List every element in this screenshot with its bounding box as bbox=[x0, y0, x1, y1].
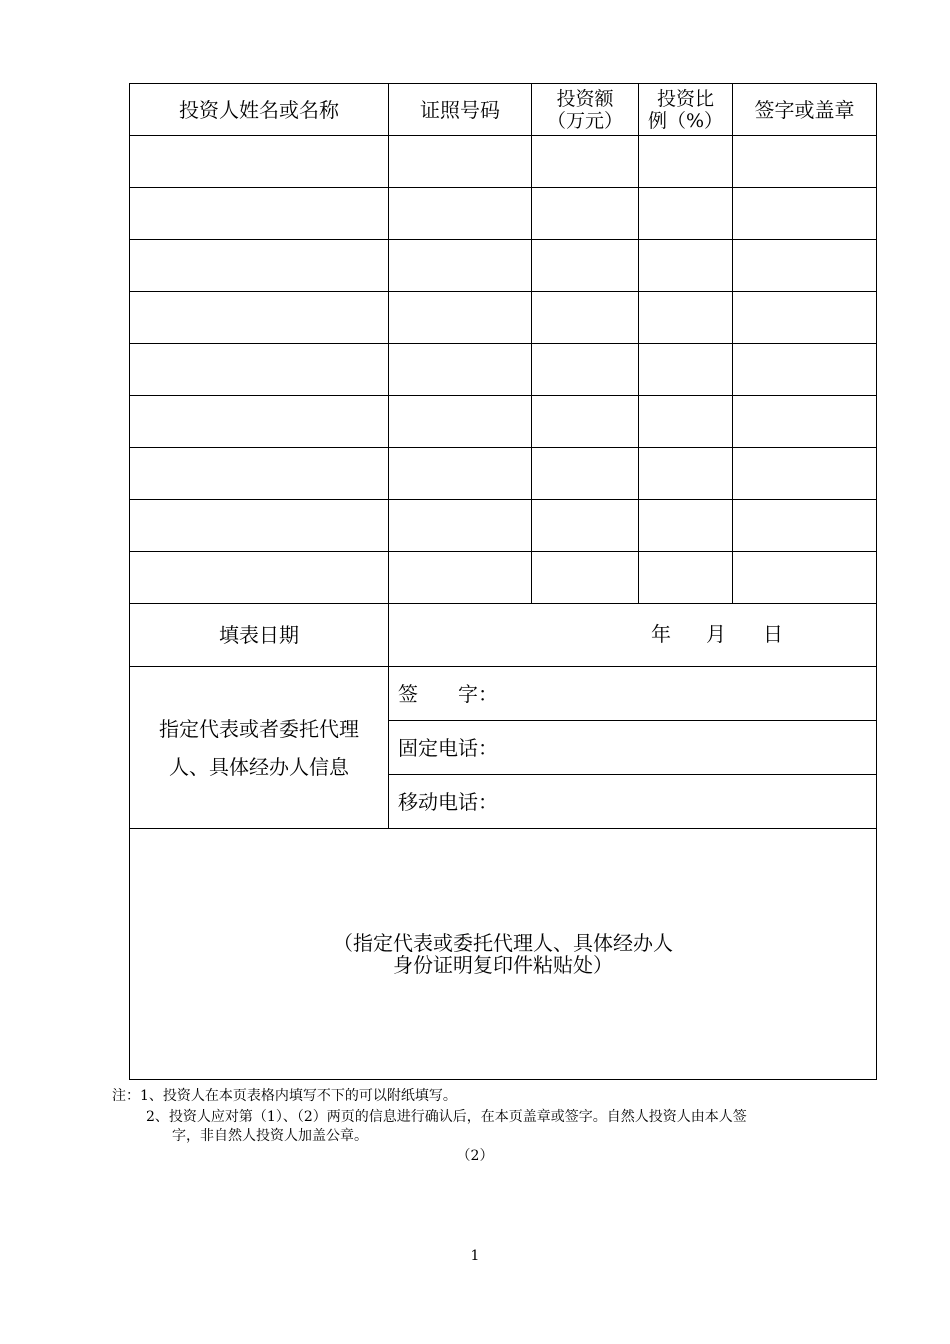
cell-amount[interactable] bbox=[532, 344, 639, 396]
cell-sign[interactable] bbox=[733, 344, 877, 396]
date-month-label: 月 bbox=[706, 622, 726, 646]
cell-amount[interactable] bbox=[532, 292, 639, 344]
cell-ratio[interactable] bbox=[639, 240, 733, 292]
cell-license[interactable] bbox=[389, 396, 532, 448]
fill-date-row bbox=[130, 604, 877, 667]
cell-name[interactable] bbox=[130, 240, 389, 292]
id-copy-paste-row bbox=[130, 829, 877, 1080]
cell-amount[interactable] bbox=[532, 188, 639, 240]
table-row bbox=[130, 136, 877, 188]
signature-field[interactable] bbox=[389, 667, 877, 721]
header-amount-line1: 投资额 bbox=[556, 87, 614, 110]
cell-sign[interactable] bbox=[733, 500, 877, 552]
table-row bbox=[130, 240, 877, 292]
cell-amount[interactable] bbox=[532, 240, 639, 292]
cell-license[interactable] bbox=[389, 240, 532, 292]
signature-row bbox=[130, 667, 877, 721]
header-ratio-line1: 投资比 bbox=[656, 87, 714, 110]
fill-date-label: 填表日期 bbox=[130, 604, 389, 667]
agent-info-label bbox=[130, 667, 389, 829]
cell-license[interactable] bbox=[389, 136, 532, 188]
date-day-label: 日 bbox=[763, 622, 783, 646]
cell-license[interactable] bbox=[389, 448, 532, 500]
cell-name[interactable] bbox=[130, 500, 389, 552]
header-investor-name: 投资人姓名或名称 bbox=[130, 84, 389, 136]
cell-sign[interactable] bbox=[733, 240, 877, 292]
cell-name[interactable] bbox=[130, 448, 389, 500]
cell-amount[interactable] bbox=[532, 396, 639, 448]
page-number: 1 bbox=[470, 1248, 480, 1264]
table-row bbox=[130, 292, 877, 344]
table-row bbox=[130, 188, 877, 240]
table-row bbox=[130, 448, 877, 500]
agent-label-line1: 指定代表或者委托代理 bbox=[159, 716, 359, 741]
mobile-field[interactable] bbox=[389, 775, 877, 829]
investor-table bbox=[129, 83, 877, 1080]
mobile-label: 移动电话： bbox=[398, 789, 498, 814]
cell-sign[interactable] bbox=[733, 292, 877, 344]
cell-amount[interactable] bbox=[532, 552, 639, 604]
cell-amount[interactable] bbox=[532, 136, 639, 188]
header-investment-amount bbox=[532, 84, 639, 136]
cell-license[interactable] bbox=[389, 500, 532, 552]
cell-ratio[interactable] bbox=[639, 344, 733, 396]
fill-date-field[interactable] bbox=[389, 604, 877, 667]
cell-ratio[interactable] bbox=[639, 188, 733, 240]
cell-license[interactable] bbox=[389, 292, 532, 344]
note-line3: 字，非自然人投资人加盖公章。 bbox=[172, 1128, 368, 1144]
header-license-number: 证照号码 bbox=[389, 84, 532, 136]
signature-label: 签 字： bbox=[398, 681, 498, 706]
page-marker: （2） bbox=[456, 1148, 494, 1164]
header-signature-seal: 签字或盖章 bbox=[733, 84, 877, 136]
cell-name[interactable] bbox=[130, 396, 389, 448]
header-ratio-line2: 例（%） bbox=[647, 109, 724, 132]
header-investment-ratio bbox=[639, 84, 733, 136]
landline-label: 固定电话： bbox=[398, 735, 498, 760]
table-row bbox=[130, 396, 877, 448]
cell-sign[interactable] bbox=[733, 188, 877, 240]
date-year-label: 年 bbox=[651, 622, 671, 646]
note-line1: 注：1、投资人在本页表格内填写不下的可以附纸填写。 bbox=[112, 1088, 457, 1104]
cell-ratio[interactable] bbox=[639, 448, 733, 500]
id-copy-paste-area bbox=[130, 829, 877, 1080]
cell-sign[interactable] bbox=[733, 552, 877, 604]
cell-license[interactable] bbox=[389, 344, 532, 396]
cell-ratio[interactable] bbox=[639, 292, 733, 344]
paste-line1: （指定代表或委托代理人、具体经办人 bbox=[333, 931, 673, 955]
cell-amount[interactable] bbox=[532, 448, 639, 500]
table-row bbox=[130, 344, 877, 396]
paste-line2: 身份证明复印件粘贴处） bbox=[393, 953, 613, 977]
cell-license[interactable] bbox=[389, 552, 532, 604]
landline-field[interactable] bbox=[389, 721, 877, 775]
note-line2: 2、投资人应对第（1）、（2）两页的信息进行确认后，在本页盖章或签字。自然人投资人由本人签 bbox=[146, 1109, 747, 1125]
cell-name[interactable] bbox=[130, 552, 389, 604]
table-row bbox=[130, 552, 877, 604]
cell-name[interactable] bbox=[130, 292, 389, 344]
cell-amount[interactable] bbox=[532, 500, 639, 552]
cell-name[interactable] bbox=[130, 136, 389, 188]
table-row bbox=[130, 500, 877, 552]
cell-sign[interactable] bbox=[733, 448, 877, 500]
cell-sign[interactable] bbox=[733, 136, 877, 188]
cell-ratio[interactable] bbox=[639, 136, 733, 188]
cell-name[interactable] bbox=[130, 344, 389, 396]
cell-sign[interactable] bbox=[733, 396, 877, 448]
header-amount-line2: （万元） bbox=[546, 109, 623, 132]
header-row bbox=[130, 84, 877, 136]
cell-ratio[interactable] bbox=[639, 396, 733, 448]
agent-label-line2: 人、具体经办人信息 bbox=[169, 754, 349, 779]
cell-ratio[interactable] bbox=[639, 500, 733, 552]
cell-license[interactable] bbox=[389, 188, 532, 240]
cell-ratio[interactable] bbox=[639, 552, 733, 604]
cell-name[interactable] bbox=[130, 188, 389, 240]
